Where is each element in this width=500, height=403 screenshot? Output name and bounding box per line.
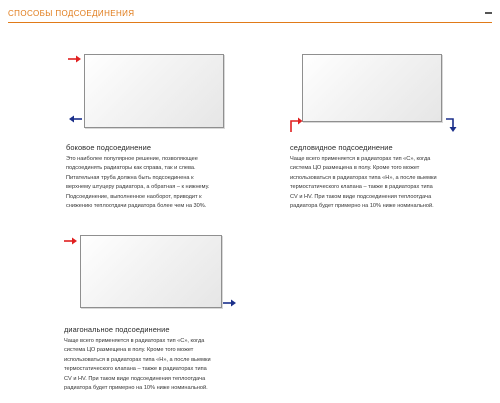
text-line: термостатического клапана – также в радиаторах типа	[64, 366, 207, 373]
supply-arrow-icon	[68, 54, 82, 64]
radiator-saddle-connection	[302, 54, 442, 122]
text-line: радиатора будет примерно на 10% ниже номинальной.	[290, 203, 434, 210]
text-line: Чаще всего применяется в радиаторах тип «C», когда	[290, 156, 431, 162]
header-dash-mark	[485, 12, 492, 14]
page-header	[0, 0, 500, 24]
supply-arrow-icon	[289, 116, 303, 132]
radiator-diagonal-connection	[80, 235, 222, 308]
section-text-side	[66, 155, 266, 211]
supply-arrow-icon	[64, 236, 78, 246]
header-divider	[8, 22, 492, 23]
text-line: использоваться в радиаторах типа «H», а после выемки	[64, 356, 211, 363]
text-line: термостатического клапана – также в радиаторах типа	[290, 184, 433, 191]
section-text-diagonal	[64, 337, 269, 393]
text-line: Питательная труба должна быть подсоединена к	[66, 174, 194, 181]
text-line: Это наиболее популярное решение, позволяющее	[66, 156, 198, 162]
text-line: подсоединять радиаторы как справа, так и слева.	[66, 165, 196, 172]
text-line: система ЦО размещена в полу. Кроме того может	[64, 347, 194, 354]
text-line: CV и HV. При таком виде подсоединения теплоотдача	[64, 375, 206, 382]
page-title: СПОСОБЫ ПОДСОЕДИНЕНИЯ	[8, 9, 135, 18]
return-arrow-icon	[446, 117, 458, 133]
section-title-diagonal: диагональное подсоединение	[64, 325, 170, 334]
text-line: Чаще всего применяется в радиаторах тип «C», когда	[64, 338, 205, 344]
return-arrow-icon	[68, 114, 82, 124]
text-line: CV и HV. При таком виде подсоединения теплоотдача	[290, 193, 432, 200]
text-line: использоваться в радиаторах типа «H», а после выемки	[290, 174, 437, 181]
return-arrow-icon	[223, 298, 237, 308]
section-title-saddle: седловидное подсоединение	[290, 143, 393, 152]
text-line: Подсоединение, выполненное наоборот, приводит к	[66, 193, 202, 200]
text-line: система ЦО размещена в полу. Кроме того может	[290, 165, 420, 172]
text-line: радиатора будет примерно на 10% ниже номинальной.	[64, 385, 208, 392]
section-text-saddle	[290, 155, 495, 211]
section-title-side: боковое подсоединение	[66, 143, 152, 152]
text-line: верхнему штуцеру радиатора, а обратная – к нижнему.	[66, 184, 210, 191]
text-line: снижению теплоотдачи радиатора более чем на 30%.	[66, 203, 207, 210]
radiator-side-connection	[84, 54, 224, 128]
